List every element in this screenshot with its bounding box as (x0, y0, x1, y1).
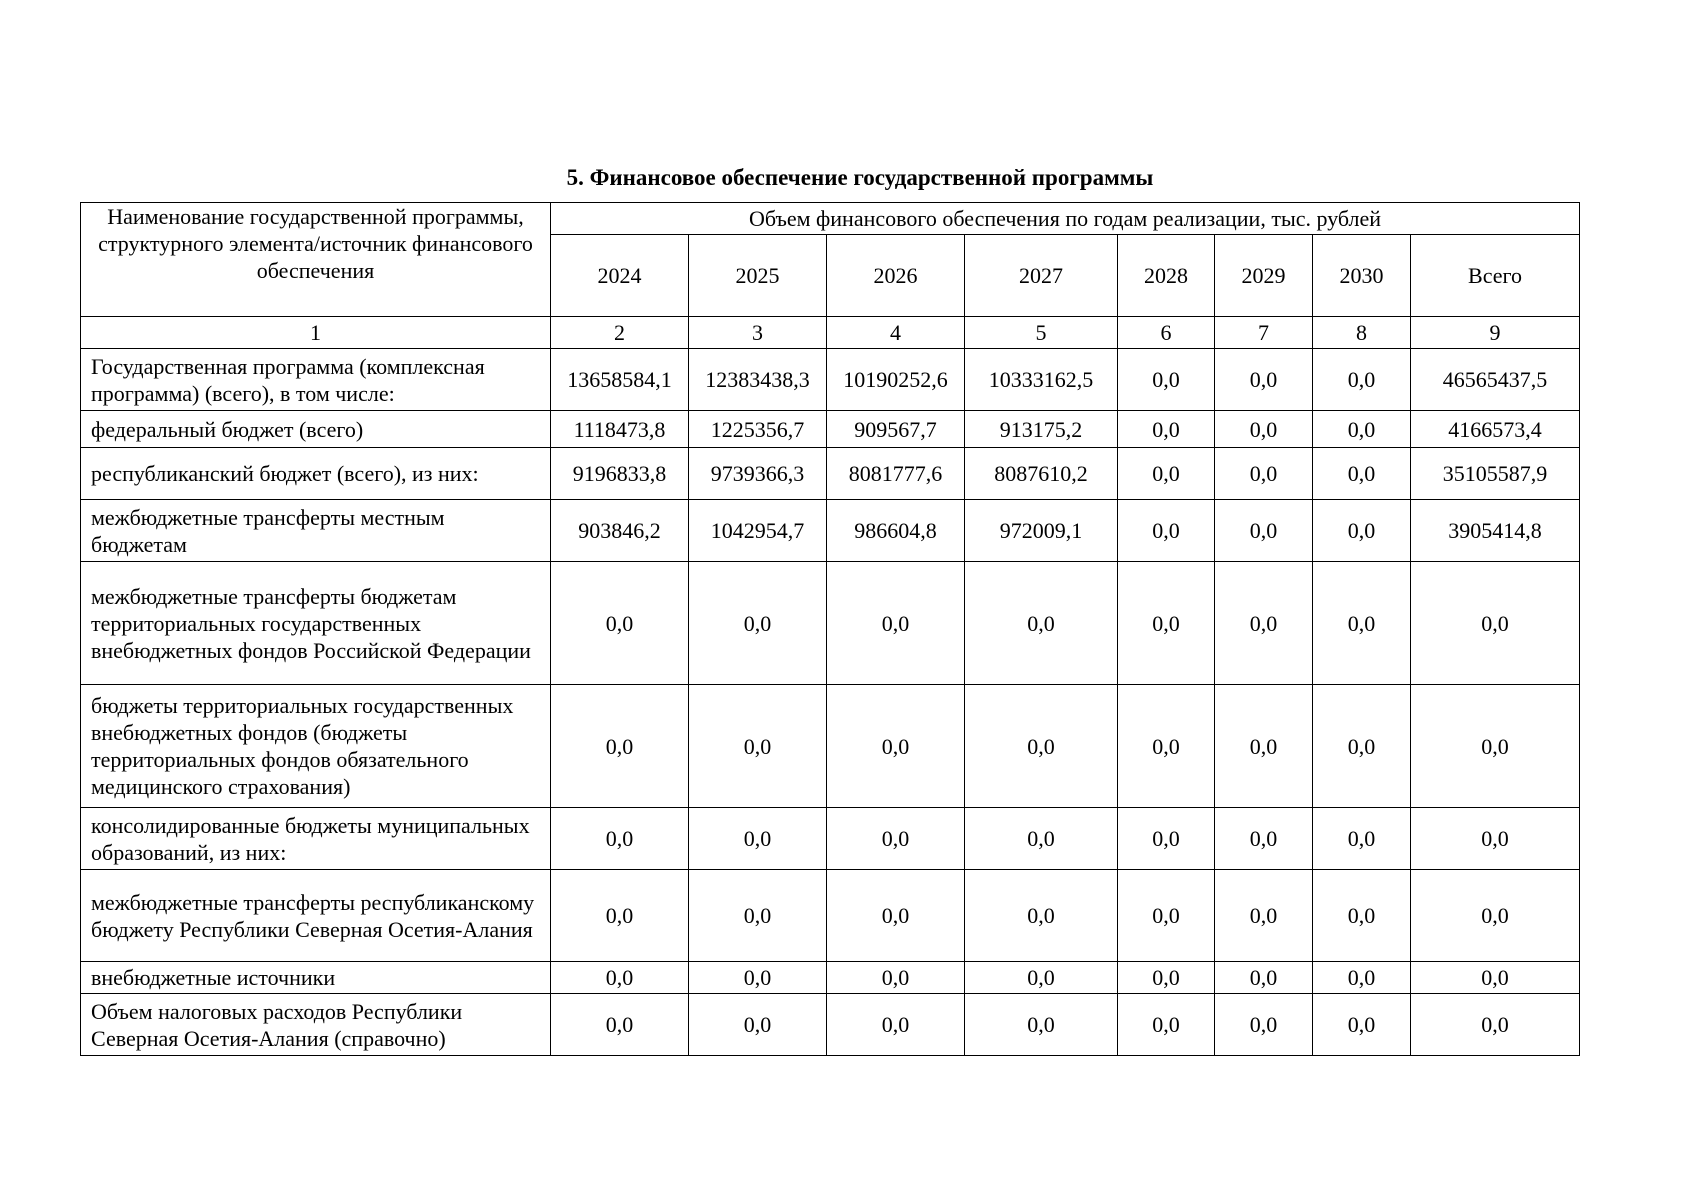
value-cell: 0,0 (551, 962, 689, 994)
value-cell: 0,0 (689, 685, 827, 808)
row-name: Государственная программа (комплексная программа) (всего), в том числе: (81, 349, 551, 411)
value-cell: 986604,8 (827, 500, 965, 562)
value-cell: 0,0 (965, 808, 1118, 870)
value-cell: 13658584,1 (551, 349, 689, 411)
row-name: бюджеты территориальных государственных внебюджетных фондов (бюджеты территориальных фондов обязательного медицинского страхования) (81, 685, 551, 808)
column-number: 7 (1215, 317, 1313, 349)
row-name: консолидированные бюджеты муниципальных образований, из них: (81, 808, 551, 870)
table-row (81, 685, 1580, 808)
value-cell: 8087610,2 (965, 448, 1118, 500)
value-cell: 0,0 (965, 994, 1118, 1056)
value-cell: 0,0 (1215, 962, 1313, 994)
value-cell: 0,0 (965, 562, 1118, 685)
year-header-2028: 2028 (1118, 235, 1215, 317)
value-cell: 0,0 (1118, 411, 1215, 448)
year-header-2025: 2025 (689, 235, 827, 317)
value-cell: 12383438,3 (689, 349, 827, 411)
value-cell: 0,0 (1313, 448, 1411, 500)
value-cell: 9196833,8 (551, 448, 689, 500)
value-cell: 909567,7 (827, 411, 965, 448)
value-cell: 0,0 (1313, 411, 1411, 448)
value-cell: 0,0 (1215, 808, 1313, 870)
value-cell: 10333162,5 (965, 349, 1118, 411)
value-cell: 0,0 (1118, 349, 1215, 411)
value-cell: 0,0 (1313, 562, 1411, 685)
value-cell: 0,0 (1411, 562, 1580, 685)
value-cell: 1042954,7 (689, 500, 827, 562)
value-cell: 1225356,7 (689, 411, 827, 448)
column-number: 1 (81, 317, 551, 349)
value-cell: 0,0 (1118, 500, 1215, 562)
column-number: 8 (1313, 317, 1411, 349)
value-cell: 972009,1 (965, 500, 1118, 562)
value-cell: 0,0 (965, 962, 1118, 994)
table-row (81, 349, 1580, 411)
row-name: внебюджетные источники (81, 962, 551, 994)
value-cell: 0,0 (827, 808, 965, 870)
name-column-header: Наименование государственной программы, структурного элемента/источник финансового обеспечения (81, 203, 551, 317)
value-cell: 35105587,9 (1411, 448, 1580, 500)
value-cell: 0,0 (1411, 994, 1580, 1056)
table-row (81, 448, 1580, 500)
value-cell: 0,0 (827, 962, 965, 994)
value-cell: 0,0 (827, 562, 965, 685)
value-cell: 9739366,3 (689, 448, 827, 500)
value-cell: 0,0 (1313, 808, 1411, 870)
value-cell: 0,0 (689, 962, 827, 994)
value-cell: 0,0 (1215, 870, 1313, 962)
value-cell: 0,0 (689, 808, 827, 870)
column-number: 5 (965, 317, 1118, 349)
value-cell: 0,0 (827, 685, 965, 808)
value-cell: 0,0 (1313, 994, 1411, 1056)
value-cell: 0,0 (1118, 685, 1215, 808)
value-cell: 3905414,8 (1411, 500, 1580, 562)
year-header-2024: 2024 (551, 235, 689, 317)
row-name: межбюджетные трансферты бюджетам территориальных государственных внебюджетных фондов Российской Федерации (81, 562, 551, 685)
value-cell: 0,0 (827, 870, 965, 962)
year-header-2030: 2030 (1313, 235, 1411, 317)
column-number-row (81, 317, 1580, 349)
value-cell: 1118473,8 (551, 411, 689, 448)
value-cell: 10190252,6 (827, 349, 965, 411)
row-name: межбюджетные трансферты местным бюджетам (81, 500, 551, 562)
column-number: 4 (827, 317, 965, 349)
table-row (81, 870, 1580, 962)
value-cell: 903846,2 (551, 500, 689, 562)
value-cell: 0,0 (1313, 870, 1411, 962)
value-cell: 0,0 (1411, 962, 1580, 994)
header-row-group (81, 203, 1580, 235)
value-cell: 0,0 (1215, 448, 1313, 500)
value-cell: 0,0 (1313, 962, 1411, 994)
value-cell: 0,0 (689, 870, 827, 962)
column-number: 2 (551, 317, 689, 349)
value-cell: 0,0 (1118, 448, 1215, 500)
table-row (81, 994, 1580, 1056)
row-name: Объем налоговых расходов Республики Северная Осетия-Алания (справочно) (81, 994, 551, 1056)
value-cell: 0,0 (1215, 562, 1313, 685)
value-cell: 0,0 (551, 808, 689, 870)
value-cell: 0,0 (1215, 349, 1313, 411)
value-cell: 0,0 (1313, 685, 1411, 808)
value-cell: 0,0 (1118, 562, 1215, 685)
year-header-2026: 2026 (827, 235, 965, 317)
value-cell: 8081777,6 (827, 448, 965, 500)
value-cell: 0,0 (1118, 994, 1215, 1056)
value-cell: 0,0 (965, 685, 1118, 808)
page-title: 5. Финансовое обеспечение государственной программы (566, 165, 1154, 190)
year-header-2029: 2029 (1215, 235, 1313, 317)
column-number: 9 (1411, 317, 1580, 349)
total-header: Всего (1411, 235, 1580, 317)
year-header-2027: 2027 (965, 235, 1118, 317)
value-cell: 0,0 (1215, 994, 1313, 1056)
table-row (81, 500, 1580, 562)
value-cell: 46565437,5 (1411, 349, 1580, 411)
value-cell: 4166573,4 (1411, 411, 1580, 448)
value-cell: 0,0 (551, 994, 689, 1056)
value-cell: 0,0 (551, 870, 689, 962)
value-cell: 0,0 (1215, 500, 1313, 562)
funding-volume-header: Объем финансового обеспечения по годам реализации, тыс. рублей (551, 203, 1580, 235)
value-cell: 0,0 (1215, 685, 1313, 808)
value-cell: 0,0 (1411, 870, 1580, 962)
row-name: республиканский бюджет (всего), из них: (81, 448, 551, 500)
row-name: федеральный бюджет (всего) (81, 411, 551, 448)
value-cell: 913175,2 (965, 411, 1118, 448)
value-cell: 0,0 (827, 994, 965, 1056)
value-cell: 0,0 (551, 562, 689, 685)
value-cell: 0,0 (689, 562, 827, 685)
value-cell: 0,0 (1411, 685, 1580, 808)
table-row (81, 411, 1580, 448)
value-cell: 0,0 (1313, 349, 1411, 411)
financing-table (80, 202, 1580, 1056)
value-cell: 0,0 (1215, 411, 1313, 448)
table-row (81, 962, 1580, 994)
value-cell: 0,0 (1118, 870, 1215, 962)
value-cell: 0,0 (965, 870, 1118, 962)
value-cell: 0,0 (1118, 808, 1215, 870)
value-cell: 0,0 (1313, 500, 1411, 562)
value-cell: 0,0 (1118, 962, 1215, 994)
table-row (81, 562, 1580, 685)
value-cell: 0,0 (689, 994, 827, 1056)
value-cell: 0,0 (551, 685, 689, 808)
column-number: 6 (1118, 317, 1215, 349)
table-row (81, 808, 1580, 870)
column-number: 3 (689, 317, 827, 349)
row-name: межбюджетные трансферты республиканскому бюджету Республики Северная Осетия-Алания (81, 870, 551, 962)
value-cell: 0,0 (1411, 808, 1580, 870)
